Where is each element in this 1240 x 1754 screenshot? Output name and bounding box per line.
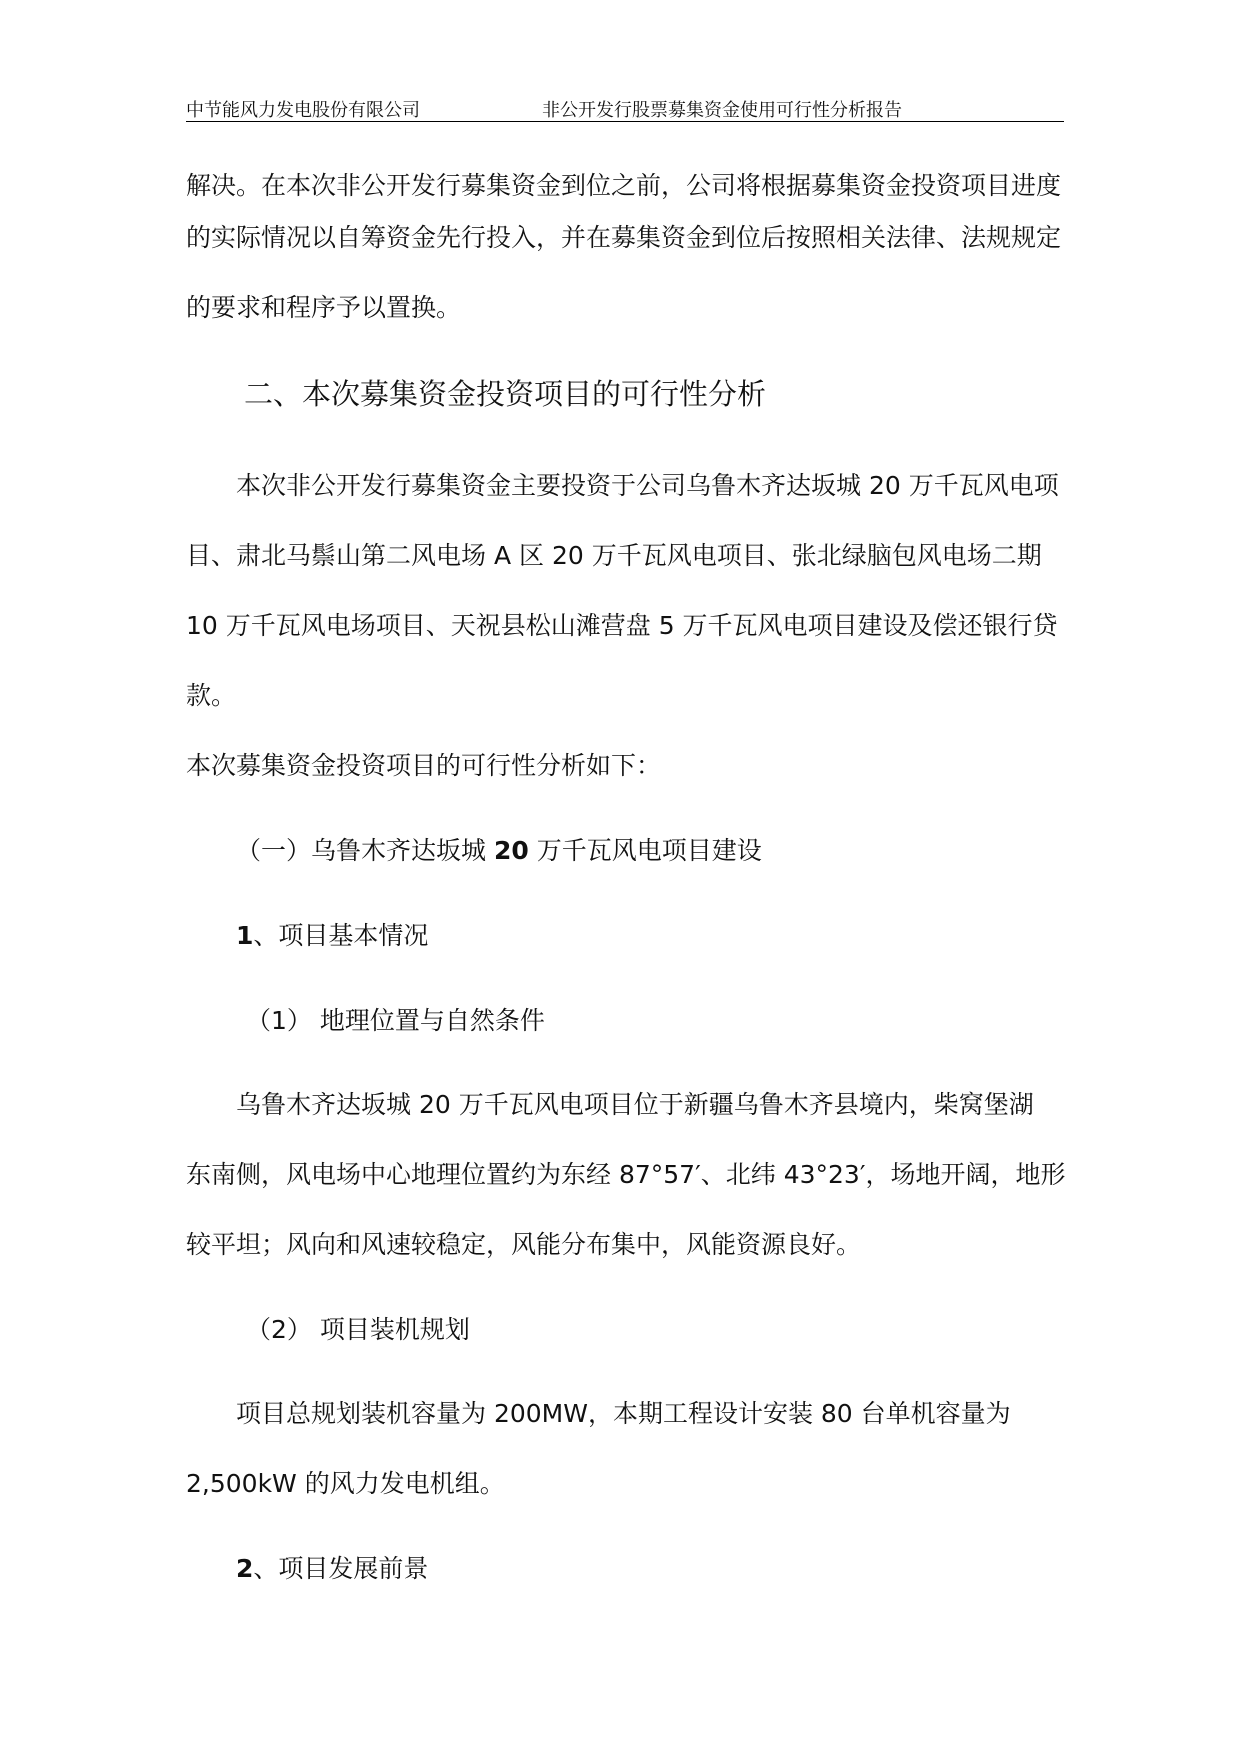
paragraph-line: 款。 (186, 681, 237, 710)
paragraph-line: 乌鲁木齐达坂城 20 万千瓦风电项目位于新疆乌鲁木齐县境内，柴窝堡湖 (236, 1090, 1034, 1119)
item-text: 、项目发展前景 (253, 1554, 429, 1583)
paragraph-line: 10 万千瓦风电场项目、天祝县松山滩营盘 5 万千瓦风电项目建设及偿还银行贷 (186, 611, 1058, 640)
subsection-heading (236, 838, 762, 863)
paragraph-line: 2,500kW 的风力发电机组。 (186, 1469, 505, 1498)
paragraph-line: 的要求和程序予以置换。 (186, 293, 462, 322)
subsection-suffix: 万千瓦风电项目建设 (528, 836, 762, 865)
paragraph-line: 的实际情况以自筹资金先行投入，并在募集资金到位后按照相关法律、法规规定 (186, 223, 1062, 252)
sub-item-heading: （1） 地理位置与自然条件 (246, 1006, 545, 1035)
section-heading: 二、本次募集资金投资项目的可行性分析 (244, 377, 767, 411)
paragraph-line: 解决。在本次非公开发行募集资金到位之前，公司将根据募集资金投资项目进度 (186, 171, 1062, 200)
paragraph-line: 本次募集资金投资项目的可行性分析如下： (186, 751, 662, 780)
subsection-number: 20 (493, 836, 529, 865)
item-heading (236, 1556, 428, 1581)
item-number: 2 (236, 1554, 254, 1583)
paragraph-line: 较平坦；风向和风速较稳定，风能分布集中，风能资源良好。 (186, 1230, 862, 1259)
item-text: 、项目基本情况 (253, 921, 429, 950)
header-report-title: 非公开发行股票募集资金使用可行性分析报告 (542, 100, 902, 121)
paragraph-line: 本次非公开发行募集资金主要投资于公司乌鲁木齐达坂城 20 万千瓦风电项 (236, 471, 1059, 500)
item-number: 1 (236, 921, 254, 950)
paragraph-line: 项目总规划装机容量为 200MW，本期工程设计安装 80 台单机容量为 (236, 1399, 1011, 1428)
subsection-prefix: （一）乌鲁木齐达坂城 (236, 836, 494, 865)
paragraph-line: 东南侧，风电场中心地理位置约为东经 87°57′、北纬 43°23′，场地开阔，地形 (186, 1160, 1066, 1189)
sub-item-heading: （2） 项目装机规划 (246, 1315, 470, 1344)
header-company: 中节能风力发电股份有限公司 (186, 100, 420, 121)
paragraph-line: 目、肃北马鬃山第二风电场 A 区 20 万千瓦风电项目、张北绿脑包风电场二期 (186, 541, 1042, 570)
item-heading (236, 923, 428, 948)
page-header (186, 95, 1064, 122)
